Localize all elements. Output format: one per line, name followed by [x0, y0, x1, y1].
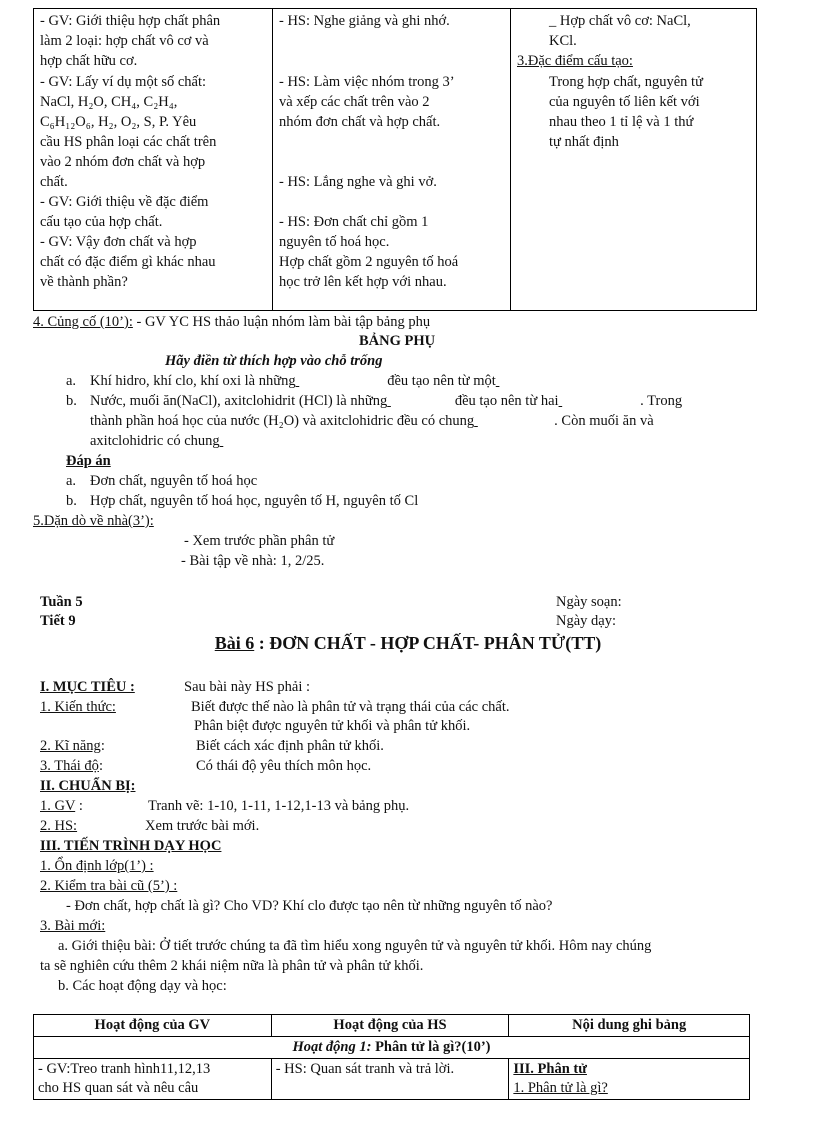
- header-hs: Hoạt động của HS: [271, 1015, 509, 1037]
- skills-text: Biết cách xác định phân tử khối.: [196, 738, 384, 754]
- gv-text: cho HS quan sát và nêu câu: [38, 1080, 199, 1096]
- table-row: [34, 1059, 750, 1100]
- blank-field: [559, 393, 637, 410]
- table-header-row: [34, 1015, 750, 1037]
- introduction-line2: ta sẽ nghiên cứu thêm 2 khái niệm nữa là phân tử và phân tử khối.: [40, 958, 424, 974]
- activity-title-cell: [34, 1037, 750, 1059]
- hs-line: Hợp chất gồm 2 nguyên tố hoá: [279, 254, 459, 270]
- attitude-text: Có thái độ yêu thích môn học.: [196, 758, 372, 774]
- gv-line: NaCl, H₂O, CH₄, C₂H₄,: [40, 94, 178, 110]
- activity-label: Hoạt động 1:: [292, 1039, 372, 1055]
- exercise-a-text-1: Khí hidro, khí clo, khí oxi là những: [90, 373, 296, 389]
- gv-line: hợp chất hữu cơ.: [40, 53, 138, 69]
- introduction-line1: a. Giới thiệu bài: Ở tiết trước chúng ta đã tìm hiểu xong nguyên tử và nguyên tử khối. Hôm nay chúng: [58, 938, 652, 954]
- attitude-label: 3. Thái độ: [40, 758, 99, 774]
- exercise-b-text-3: . Trong: [640, 393, 683, 409]
- gv-prep-text: Tranh vẽ: 1-10, 1-11, 1-12,1-13 và bảng phụ.: [148, 798, 410, 814]
- gv-line: - GV: Vậy đơn chất và hợp: [40, 234, 197, 250]
- activity-row: [34, 1037, 750, 1059]
- old-lesson-question: - Đơn chất, hợp chất là gì? Cho VD? Khí clo được tạo nên từ những nguyên tố nào?: [66, 898, 553, 914]
- skills-colon: :: [100, 738, 105, 754]
- gv-line: chất.: [40, 174, 68, 190]
- exercise-b-text-4: thành phần hoá học của nước (H₂O) và axitclohidric đều có chung: [90, 413, 475, 429]
- new-lesson-label: 3. Bài mới:: [40, 918, 106, 934]
- hs-prep-label: 2. HS:: [40, 818, 78, 834]
- objectives-heading: I. MỤC TIÊU :: [40, 679, 135, 695]
- gv-line: C₆H₁₂O₆, H₂, O₂, S, P. Yêu: [40, 114, 197, 130]
- gv-line: vào 2 nhóm đơn chất và hợp: [40, 154, 206, 170]
- skills-label: 2. Kĩ năng: [40, 738, 101, 754]
- gv-cell: [34, 1059, 272, 1100]
- knowledge-2: Phân biệt được nguyên tử khối và phân tử khối.: [194, 718, 471, 734]
- exercise-b-text-5: . Còn muối ăn và: [554, 413, 654, 429]
- dan-do-item: - Xem trước phần phân tử: [184, 533, 335, 549]
- cung-co-label: 4. Củng cố (10’):: [33, 314, 133, 330]
- gv-line: chất có đặc điểm gì khác nhau: [40, 254, 216, 270]
- gv-line: - GV: Giới thiệu về đặc điểm: [40, 194, 209, 210]
- notes-sub: 1. Phân tử là gì?: [513, 1080, 608, 1096]
- hs-text: - HS: Quan sát tranh và trả lời.: [275, 1061, 455, 1077]
- exercise-b-line1: [90, 393, 682, 410]
- gv-text: - GV:Treo tranh hình11,12,13: [38, 1061, 211, 1077]
- gv-prep-line-label: [40, 798, 83, 815]
- preparation-heading: II. CHUẨN BỊ:: [40, 778, 136, 794]
- hs-line: và xếp các chất trên vào 2: [279, 94, 430, 110]
- lesson-name: : ĐƠN CHẤT - HỢP CHẤT- PHÂN TỬ(TT): [254, 633, 602, 653]
- cung-co-text: - GV YC HS thảo luận nhóm làm bài tập bảng phụ: [136, 314, 431, 330]
- top-lesson-table: [33, 8, 757, 311]
- exercise-a-text-2: đều tạo nên từ một: [387, 373, 496, 389]
- answer-b: Hợp chất, nguyên tố hoá học, nguyên tố H, nguyên tố Cl: [90, 493, 419, 509]
- notes-line: KCl.: [549, 33, 577, 49]
- activity-title: Phân tử là gì?(10’): [371, 1039, 491, 1055]
- hs-line: - HS: Lắng nghe và ghi vở.: [279, 174, 437, 190]
- hs-line: - HS: Làm việc nhóm trong 3’: [279, 74, 455, 90]
- knowledge-label: 1. Kiến thức:: [40, 699, 116, 715]
- gv-activity-column: [34, 9, 272, 310]
- exercise-b-line2: [90, 413, 654, 430]
- notes-heading: 3.Đặc điểm cấu tạo:: [517, 53, 633, 69]
- lesson-title: [0, 633, 816, 654]
- notes-line: nhau theo 1 tỉ lệ và 1 thứ: [549, 114, 694, 130]
- attitude-colon: :: [98, 758, 103, 774]
- gv-line: - GV: Lấy ví dụ một số chất:: [40, 74, 207, 90]
- dan-do-label: 5.Dặn dò về nhà(3’):: [33, 513, 154, 529]
- class-stabilize: 1. Ổn định lớp(1’) :: [40, 858, 154, 874]
- bang-phu-title: BẢNG PHỤ: [359, 333, 436, 349]
- gv-line: làm 2 loại: hợp chất vô cơ và: [40, 33, 209, 49]
- hs-activity-column: [272, 9, 511, 310]
- exercise-b-marker: b.: [66, 393, 77, 409]
- hs-prep-text: Xem trước bài mới.: [145, 818, 260, 834]
- notes-line: _ Hợp chất vô cơ: NaCl,: [549, 13, 691, 29]
- period-label: Tiết 9: [40, 613, 76, 629]
- exercise-a-marker: a.: [66, 373, 77, 389]
- objectives-intro: Sau bài này HS phải :: [184, 679, 311, 695]
- header-gv: Hoạt động của GV: [34, 1015, 272, 1037]
- dan-do-item: - Bài tập về nhà: 1, 2/25.: [181, 553, 325, 569]
- week-label: Tuần 5: [40, 594, 83, 610]
- gv-line: - GV: Giới thiệu hợp chất phân: [40, 13, 221, 29]
- knowledge-1: Biết được thế nào là phân tử và trạng thái của các chất.: [191, 699, 510, 715]
- procedure-heading: III. TIẾN TRÌNH DẠY HỌC: [40, 838, 222, 854]
- skills-line-label: [40, 738, 105, 755]
- exercise-b-text-1: Nước, muối ăn(NaCl), axitclohidrit (HCl) là những: [90, 393, 388, 409]
- answer-a-marker: a.: [66, 473, 77, 489]
- answer-b-marker: b.: [66, 493, 77, 509]
- attitude-line-label: [40, 758, 103, 775]
- notes-line: Trong hợp chất, nguyên tử: [549, 74, 703, 90]
- gv-line: cầu HS phân loại các chất trên: [40, 134, 217, 150]
- blank-field: [387, 393, 451, 410]
- hs-line: học trở lên kết hợp với nhau.: [279, 274, 447, 290]
- activity-table: [33, 1014, 750, 1100]
- activities-label: b. Các hoạt động dạy và học:: [58, 978, 227, 994]
- blank-field: [474, 413, 554, 430]
- hs-line: nguyên tố hoá học.: [279, 234, 390, 250]
- notes-heading: III. Phân tử: [513, 1061, 587, 1077]
- header-notes: Nội dung ghi bảng: [509, 1015, 750, 1037]
- exercise-a: [90, 373, 592, 390]
- gv-prep-colon: :: [78, 798, 83, 814]
- hs-line: - HS: Nghe giảng và ghi nhớ.: [279, 13, 450, 29]
- exercise-b-text-6: axitclohidric có chung: [90, 433, 220, 449]
- blank-field: [496, 373, 592, 390]
- notes-line: tự nhất định: [549, 134, 619, 150]
- hs-cell: [271, 1059, 509, 1100]
- blank-field: [296, 373, 384, 390]
- exercise-b-text-2: đều tạo nên từ hai: [454, 393, 559, 409]
- notes-column: [510, 9, 757, 310]
- gv-line: về thành phần?: [40, 274, 128, 290]
- exercise-b-line3: [90, 433, 312, 450]
- blank-field: [220, 433, 312, 450]
- prep-date-label: Ngày soạn:: [556, 594, 622, 610]
- gv-prep-label: 1. GV: [40, 798, 76, 814]
- cung-co-line: [33, 314, 430, 331]
- hs-line: nhóm đơn chất và hợp chất.: [279, 114, 441, 130]
- notes-line: của nguyên tố liên kết với: [549, 94, 700, 110]
- bang-phu-instruction: Hãy điền từ thích hợp vào chỗ trống: [165, 353, 383, 369]
- lesson-number: Bài 6: [214, 633, 255, 653]
- teach-date-label: Ngày dạy:: [556, 613, 616, 629]
- answer-a: Đơn chất, nguyên tố hoá học: [90, 473, 258, 489]
- old-lesson-check: 2. Kiểm tra bài cũ (5’) :: [40, 878, 178, 894]
- gv-line: cấu tạo của hợp chất.: [40, 214, 163, 230]
- hs-line: - HS: Đơn chất chỉ gồm 1: [279, 214, 429, 230]
- notes-cell: [509, 1059, 750, 1100]
- answer-label: Đáp án: [66, 453, 111, 469]
